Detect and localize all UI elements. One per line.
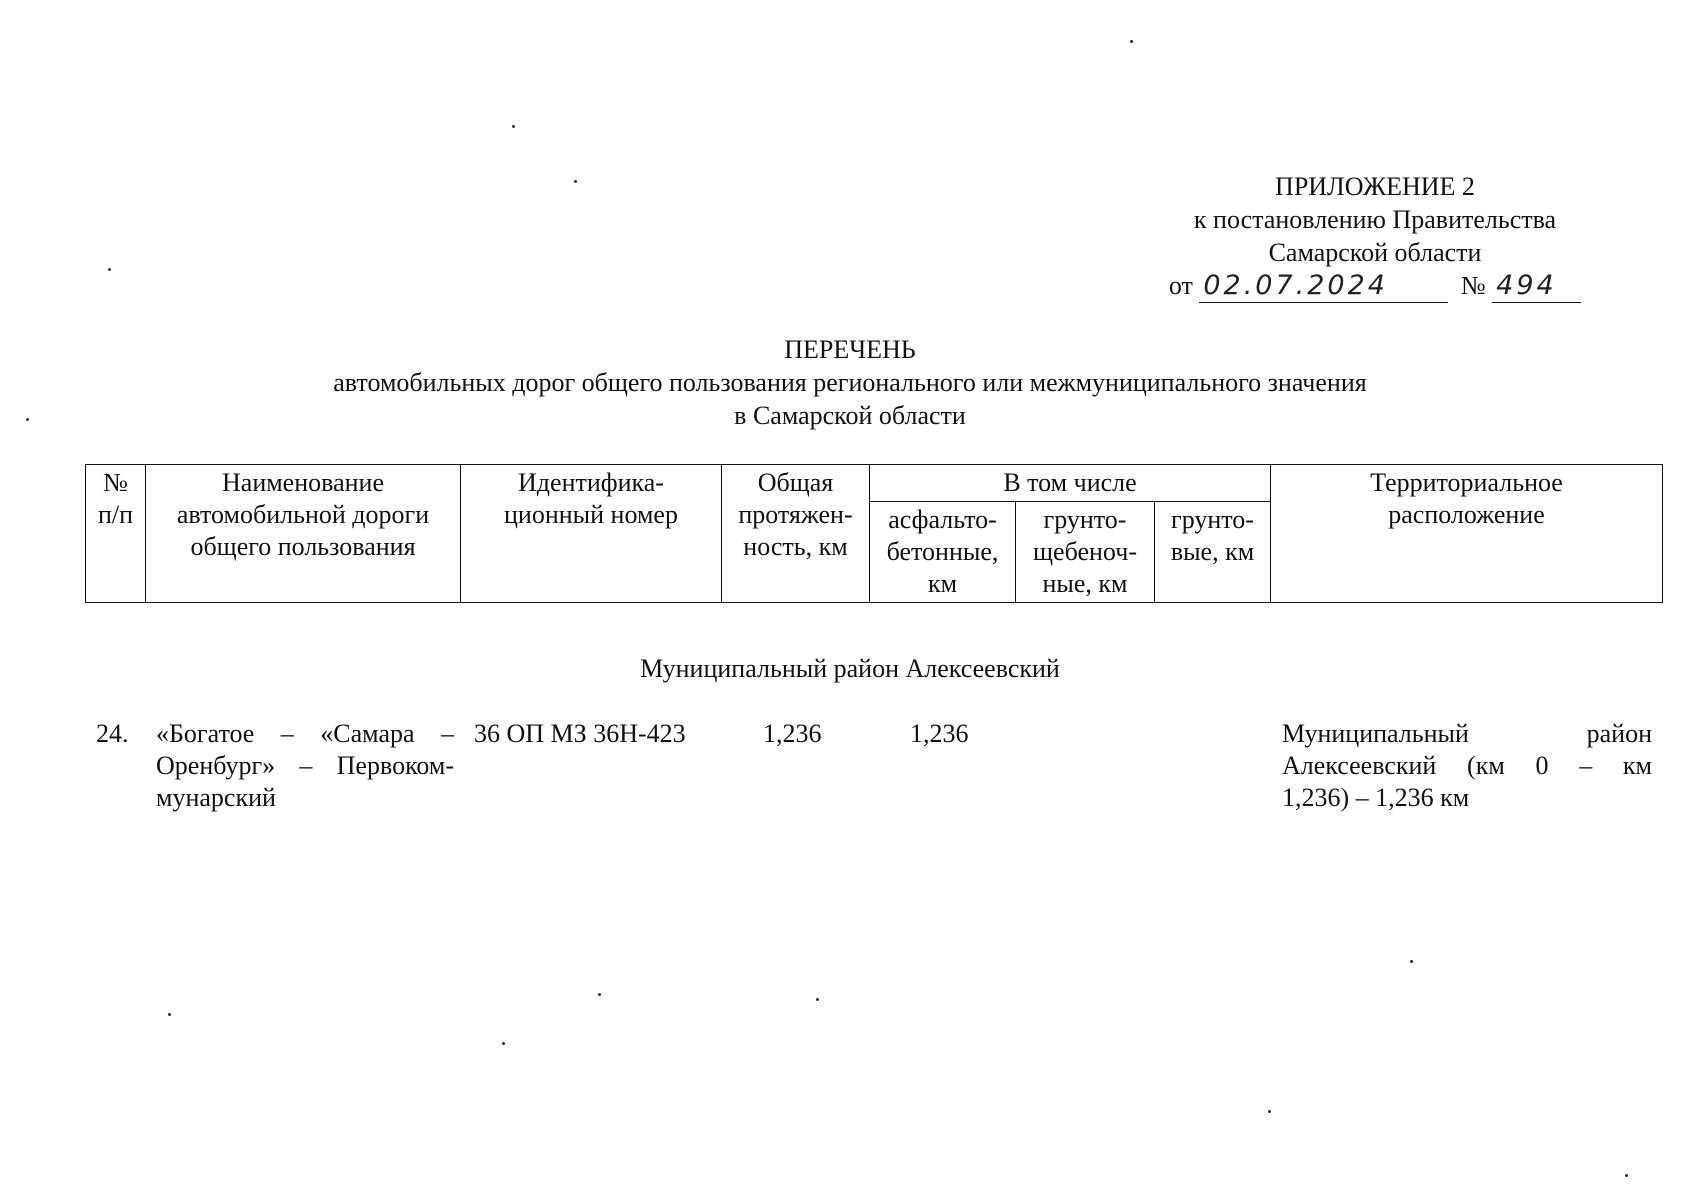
- header-dirt: грунто- вые, км: [1155, 502, 1271, 603]
- scan-speck: [512, 125, 515, 128]
- appendix-block: [1165, 170, 1585, 303]
- header-territory: Территориальное расположение: [1271, 465, 1663, 603]
- number-prefix: №: [1460, 271, 1486, 300]
- number-value-handwritten: 494: [1492, 269, 1581, 303]
- document-subtitle-line-2: в Самарской области: [734, 401, 966, 430]
- header-gravel: грунто- щебеноч- ные, км: [1016, 502, 1155, 603]
- document-subtitle-line-1: автомобильных дорог общего пользования регионального или межмуниципального значения: [333, 368, 1367, 397]
- appendix-line-1: к постановлению Правительства: [1193, 205, 1557, 234]
- row-number: 24.: [96, 719, 129, 748]
- scan-speck: [598, 993, 601, 996]
- header-asphalt: асфальто- бетонные, км: [870, 502, 1016, 603]
- row-territory: Муниципальный район Алексеевский (км 0 – км 1,236) – 1,236 км: [1282, 719, 1652, 812]
- row-road-name: «Богатое – «Самара – Оренбург» – Первоком- мунарский: [156, 719, 454, 812]
- scan-speck: [502, 1042, 505, 1045]
- table-header: [85, 464, 1663, 603]
- appendix-line-2: Самарской области: [1268, 238, 1482, 267]
- scan-speck: [168, 1013, 171, 1016]
- row-total-length: 1,236: [763, 719, 822, 748]
- row-asphalt-length: 1,236: [910, 719, 969, 748]
- header-name: Наименование автомобильной дороги общего пользования: [146, 465, 461, 603]
- scan-speck: [1625, 1174, 1628, 1177]
- row-identification-number: 36 ОП МЗ 36Н-423: [474, 719, 686, 748]
- scan-speck: [26, 418, 29, 421]
- appendix-title: ПРИЛОЖЕНИЕ 2: [1275, 172, 1475, 201]
- scan-speck: [1268, 1110, 1271, 1113]
- header-num: № п/п: [86, 465, 146, 603]
- date-prefix: от: [1168, 271, 1193, 300]
- section-title: Муниципальный район Алексеевский: [640, 654, 1060, 683]
- appendix-date-number-line: [1165, 269, 1585, 303]
- scan-speck: [816, 998, 819, 1001]
- document-title: ПЕРЕЧЕНЬ: [784, 335, 916, 364]
- scan-speck: [1410, 960, 1413, 963]
- scan-speck: [574, 180, 577, 183]
- date-value-handwritten: 02.07.2024: [1199, 269, 1448, 303]
- header-id: Идентифика- ционный номер: [461, 465, 722, 603]
- header-including: В том числе: [870, 465, 1271, 502]
- scan-speck: [1130, 40, 1133, 43]
- header-total: Общая протяжен- ность, км: [722, 465, 870, 603]
- scan-speck: [108, 268, 111, 271]
- document-title-block: [130, 333, 1570, 432]
